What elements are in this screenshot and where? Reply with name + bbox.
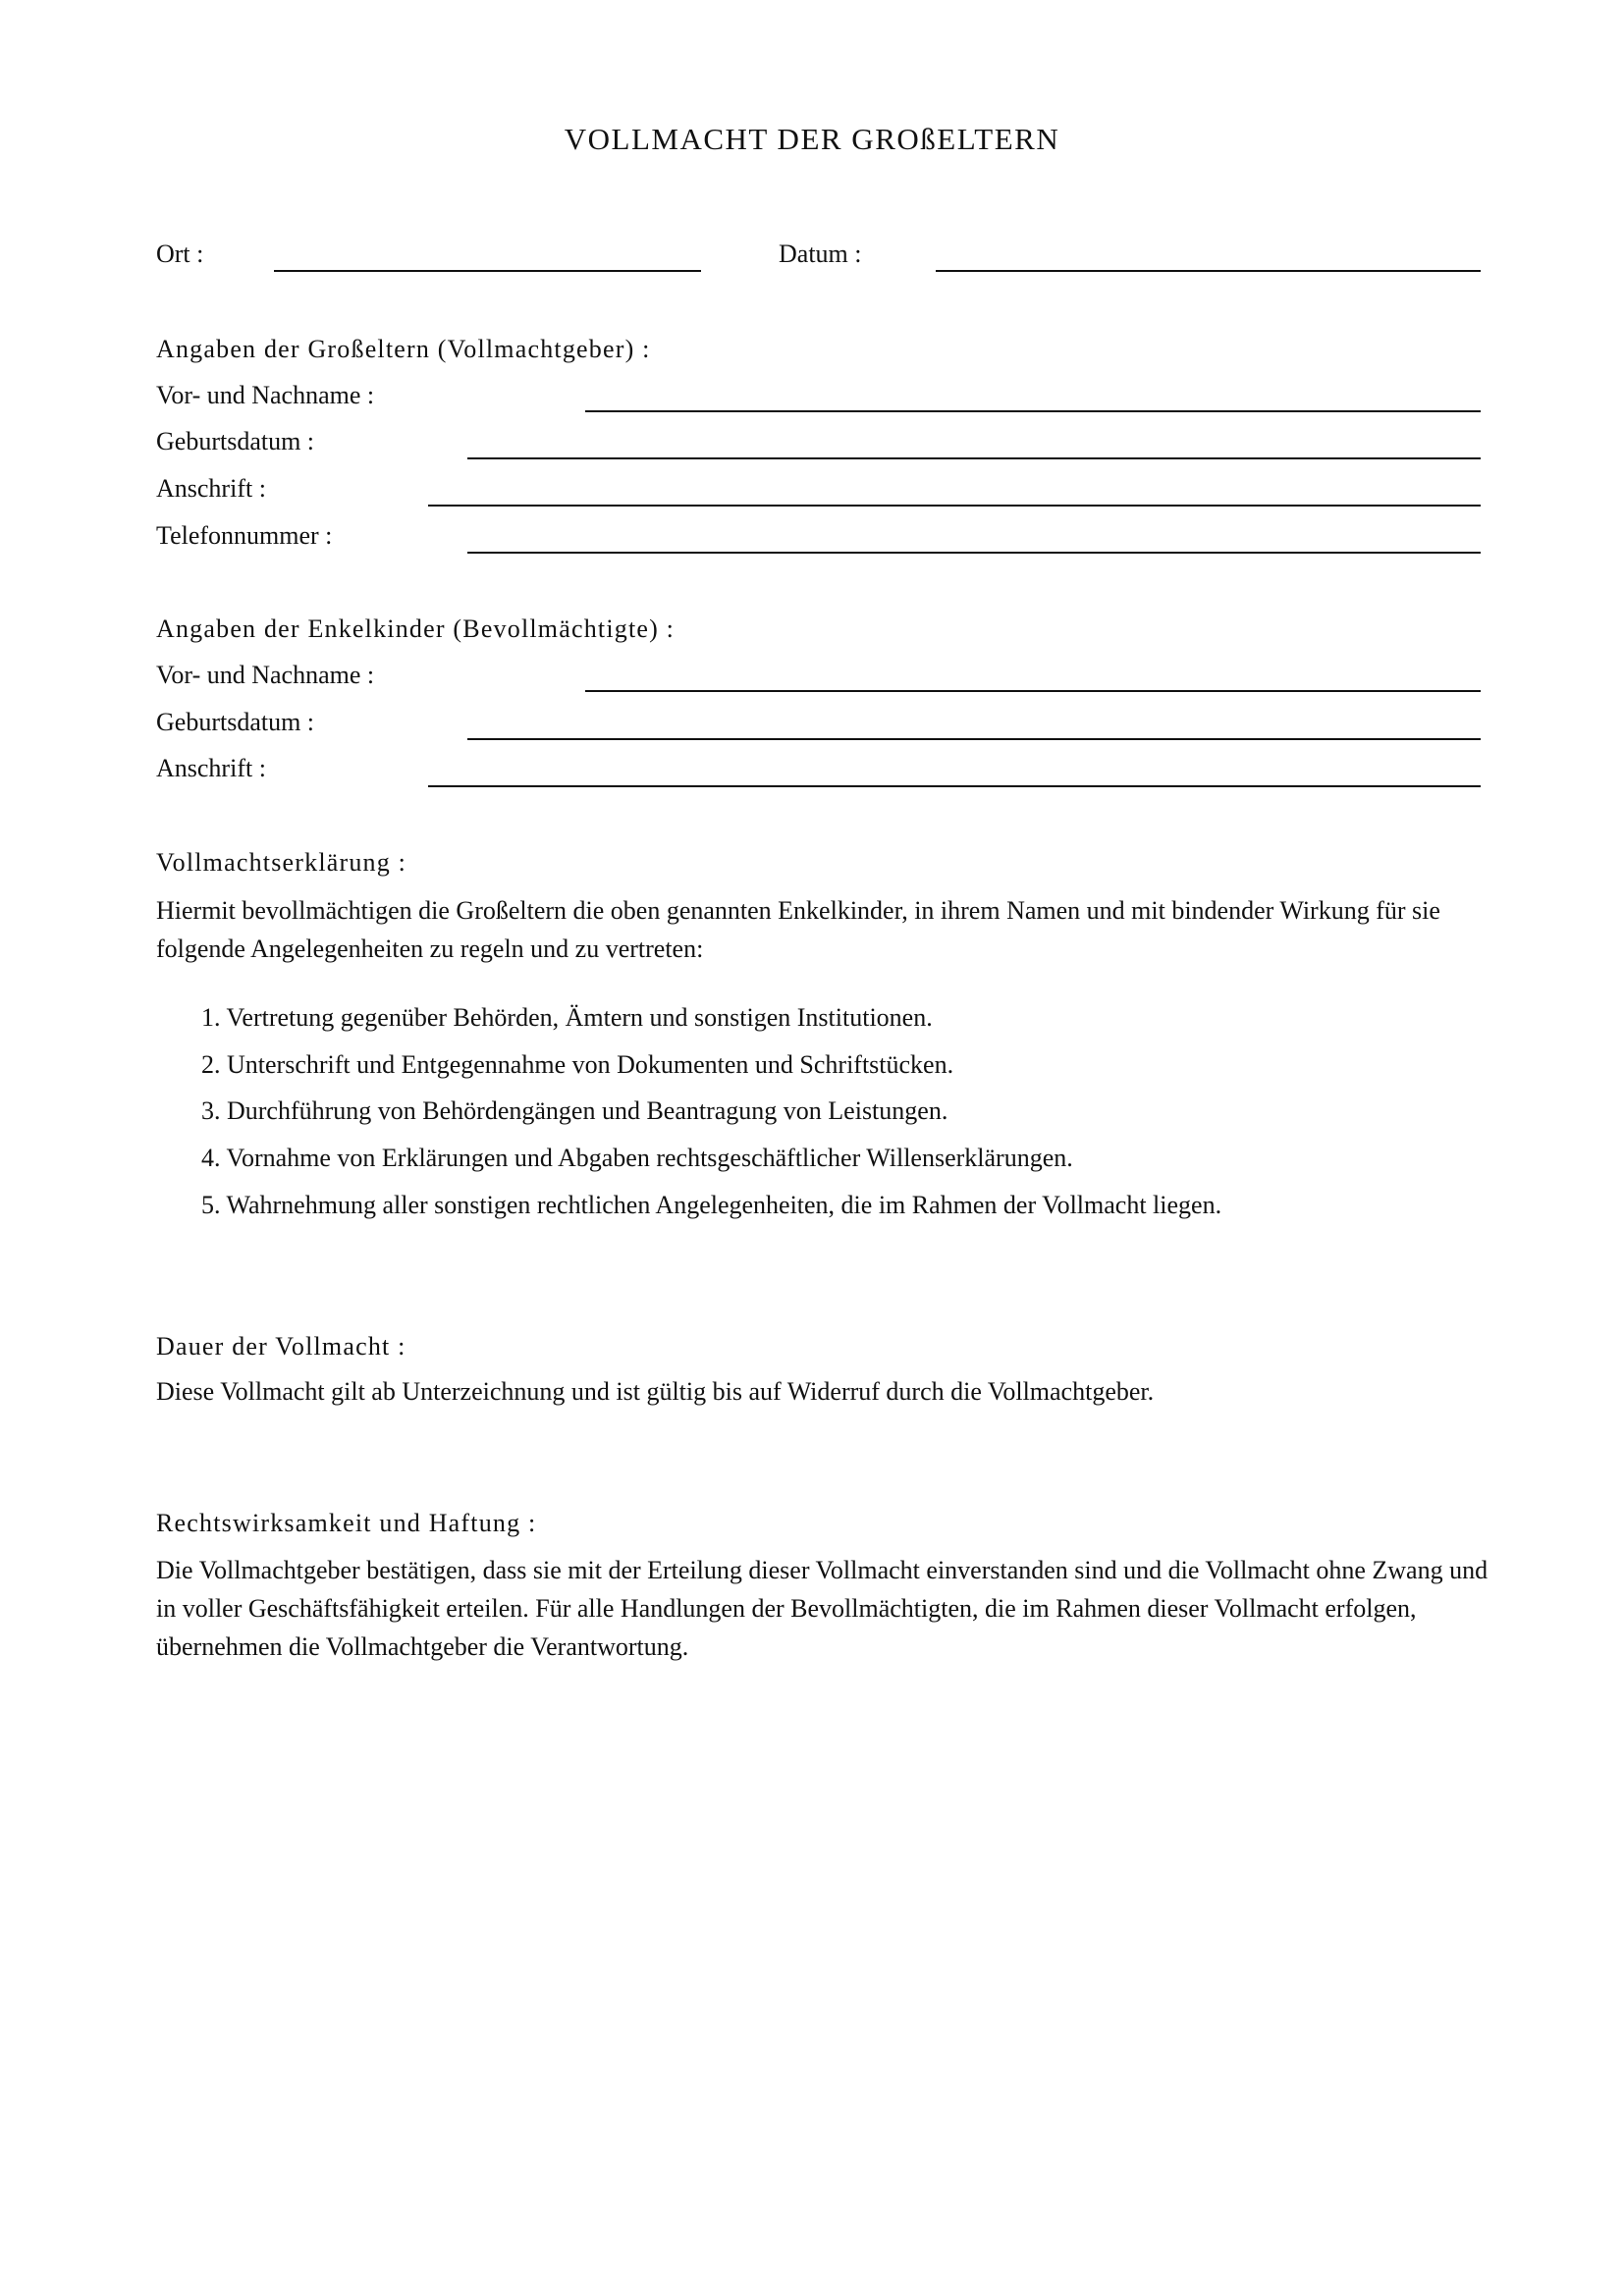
grandparents-phone-field-line[interactable] xyxy=(467,552,1481,554)
grandparents-birthdate-field-line[interactable] xyxy=(467,457,1481,459)
liability-text: Die Vollmachtgeber bestätigen, dass sie mit der Erteilung dieser Vollmacht einverstanden sind und die Vollmacht ohne Zwang und in voller Geschäftsfähigkeit erteilen. Für alle Handlungen der Bevollmächtigten, die im Rahmen dieser Vollmacht erfolgen, übernehmen die Vollmachtgeber die Verantwortung. xyxy=(156,1556,1489,1661)
datum-label: Datum : xyxy=(779,240,862,268)
declaration-text: Hiermit bevollmächtigen die Großeltern die oben genannten Enkelkinder, in ihrem Namen und mit bindender Wirkung für sie folgende Angelegenheiten zu regeln und zu vertreten: xyxy=(156,896,1440,963)
grandchildren-heading: Angaben der Enkelkinder (Bevollmächtigte) : xyxy=(156,614,676,643)
grandchildren-birthdate-field-line[interactable] xyxy=(467,738,1481,740)
grandparents-name-field-line[interactable] xyxy=(585,410,1481,412)
grandchildren-address-label: Anschrift : xyxy=(156,754,266,782)
grandparents-heading: Angaben der Großeltern (Vollmachtgeber) : xyxy=(156,335,651,363)
grandchildren-birthdate-label: Geburtsdatum : xyxy=(156,708,315,736)
declaration-item-4: 4. Vornahme von Erklärungen und Abgaben rechtsgeschäftlicher Willenserklärungen. xyxy=(201,1144,1073,1172)
grandparents-address-label: Anschrift : xyxy=(156,474,266,503)
declaration-item-1: 1. Vertretung gegenüber Behörden, Ämtern und sonstigen Institutionen. xyxy=(201,1003,933,1032)
declaration-item-2: 2. Unterschrift und Entgegennahme von Dokumenten und Schriftstücken. xyxy=(201,1050,954,1079)
ort-label: Ort : xyxy=(156,240,204,268)
duration-text: Diese Vollmacht gilt ab Unterzeichnung und ist gültig bis auf Widerruf durch die Vollmachtgeber. xyxy=(156,1377,1155,1406)
grandparents-birthdate-label: Geburtsdatum : xyxy=(156,427,315,455)
declaration-heading: Vollmachtserklärung : xyxy=(156,848,407,877)
grandparents-phone-label: Telefonnummer : xyxy=(156,521,333,550)
grandchildren-name-label: Vor- und Nachname : xyxy=(156,661,375,689)
ort-field-line[interactable] xyxy=(274,270,701,272)
grandchildren-address-field-line[interactable] xyxy=(428,785,1481,787)
grandchildren-name-field-line[interactable] xyxy=(585,690,1481,692)
datum-field-line[interactable] xyxy=(936,270,1481,272)
grandparents-name-label: Vor- und Nachname : xyxy=(156,381,375,409)
duration-heading: Dauer der Vollmacht : xyxy=(156,1332,406,1361)
liability-heading: Rechtswirksamkeit und Haftung : xyxy=(156,1509,537,1537)
declaration-item-5: 5. Wahrnehmung aller sonstigen rechtlichen Angelegenheiten, die im Rahmen der Vollmacht liegen. xyxy=(201,1191,1222,1219)
grandparents-address-field-line[interactable] xyxy=(428,505,1481,507)
declaration-item-3: 3. Durchführung von Behördengängen und Beantragung von Leistungen. xyxy=(201,1096,948,1125)
document-title: VOLLMACHT DER GROßELTERN xyxy=(564,122,1060,156)
